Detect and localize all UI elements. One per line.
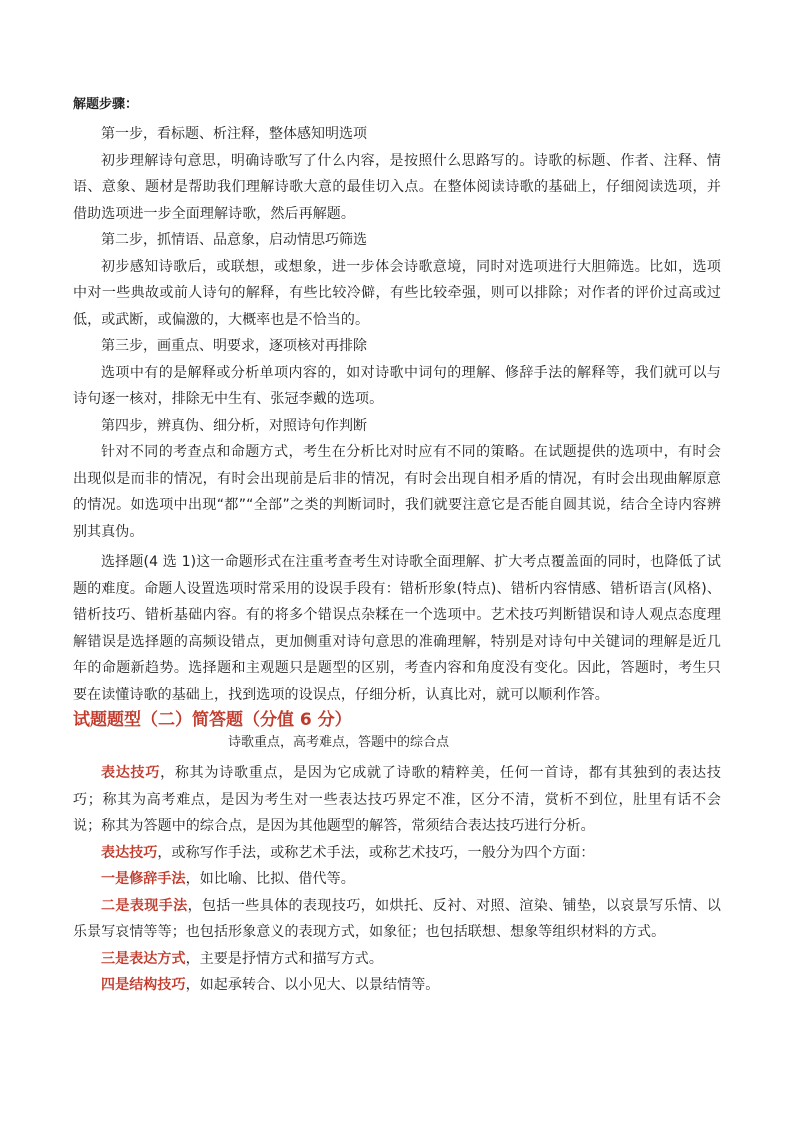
step-1-body: 初步理解诗句意思，明确诗歌写了什么内容，是按照什么思路写的。诗歌的标题、作者、注释、情语、意象、题材是帮助我们理解诗歌大意的最佳切入点。在整体阅读诗歌的基础上，仔细阅读选项，并借助选项进一步全面理解诗歌，然后再解题。: [73, 152, 721, 222]
technique-item-4-text: ，如起承转合、以小见大、以景结情等。: [185, 977, 440, 993]
technique-item-1-text: ，如比喻、比拟、借代等。: [185, 871, 355, 887]
technique-lead-1: 表达技巧: [101, 765, 161, 781]
technique-paragraph-1: [73, 760, 721, 840]
technique-lead-2: 表达技巧: [101, 844, 158, 861]
step-3-title: 第三步，画重点、明要求，逐项核对再排除: [101, 338, 367, 354]
document-body: [73, 95, 721, 999]
step-2-body: 初步感知诗歌后，或联想，或想象，进一步体会诗歌意境，同时对选项进行大胆筛选。比如，选项中对一些典故或前人诗句的解释，有些比较冷僻，有些比较牵强，则可以排除；对作者的评价过高或过低，或武断，或偏激的，大概率也是不恰当的。: [73, 258, 721, 328]
technique-item-3-lead: 三是表达方式: [101, 950, 186, 967]
steps-heading: 解题步骤：: [73, 97, 139, 112]
section-2-title: 试题题型（二）简答题（分值 6 分）: [73, 710, 352, 730]
technique-item-3-text: ，主要是抒情方式和描写方式。: [185, 950, 384, 967]
technique-item-4-lead: 四是结构技巧: [101, 977, 186, 993]
technique-item-3: [73, 946, 721, 973]
step-4-body: 针对不同的考查点和命题方式，考生在分析比对时应有不同的策略。在试题提供的选项中，有时会出现似是而非的情况，有时会出现前是后非的情况，有时会出现自相矛盾的情况，有时会出现曲解原意的情况。如选项中出现“都”“全部”之类的判断词时，我们就要注意它是否能自圆其说，结合全诗内容辨别其真伪。: [73, 444, 721, 540]
step-4-title: 第四步，辨真伪、细分析，对照诗句作判断: [101, 417, 367, 434]
technique-item-2: [73, 893, 721, 946]
step-3-body: 选项中有的是解释或分析单项内容的，如对诗歌中词句的理解、修辞手法的解释等，我们就可以与诗句逐一核对，排除无中生有、张冠李戴的选项。: [73, 364, 721, 407]
technique-text-1: ，称其为诗歌重点，是因为它成就了诗歌的精粹美，任何一首诗，都有其独到的表达技巧；称其为高考难点，是因为考生对一些表达技巧界定不准，区分不清，赏析不到位，肚里有话不会说；称其为答题中的综合点，是因为其他题型的解答，常须结合表达技巧进行分析。: [73, 765, 721, 834]
technique-item-2-lead: 二是表现手法: [101, 897, 188, 914]
section-2-subtitle: 诗歌重点，高考难点，答题中的综合点: [228, 735, 450, 750]
technique-item-1-lead: 一是修辞手法: [101, 871, 186, 887]
summary-paragraph: 选择题(4 选 1)这一命题形式在注重考查考生对诗歌全面理解、扩大考点覆盖面的同时，也降低了试题的难度。命题人设置选项时常采用的设误手段有：错析形象(特点)、错析内容情感、错析语言(风格)、错析技巧、错析基础内容。有的将多个错误点杂糅在一个选项中。艺术技巧判断错误和诗人观点态度理解错误是选择题的高频设错点，更加侧重对诗句意思的准确理解，特别是对诗句中关键词的理解是近几年的命题新趋势。选择题和主观题只是题型的区别，考查内容和角度没有变化。因此，答题时，考生只要在读懂诗歌的基础上，找到选项的设误点，仔细分析，认真比对，就可以顺利作答。: [73, 554, 721, 703]
technique-text-2: ，或称写作手法，或称艺术手法，或称艺术技巧，一般分为四个方面：: [157, 844, 595, 861]
step-2-title: 第二步，抓情语、品意象，启动情思巧筛选: [101, 232, 367, 248]
technique-paragraph-2: [73, 840, 721, 867]
technique-item-2-text: ，包括一些具体的表现技巧，如烘托、反衬、对照、渲染、铺垫，以哀景写乐情、以乐景写哀情等等；也包括形象意义的表现方式，如象征；也包括联想、想象等组织材料的方式。: [73, 897, 721, 940]
technique-item-1: [73, 866, 721, 893]
technique-item-4: [73, 972, 721, 999]
step-1-title: 第一步，看标题、析注释，整体感知明选项: [101, 126, 367, 142]
